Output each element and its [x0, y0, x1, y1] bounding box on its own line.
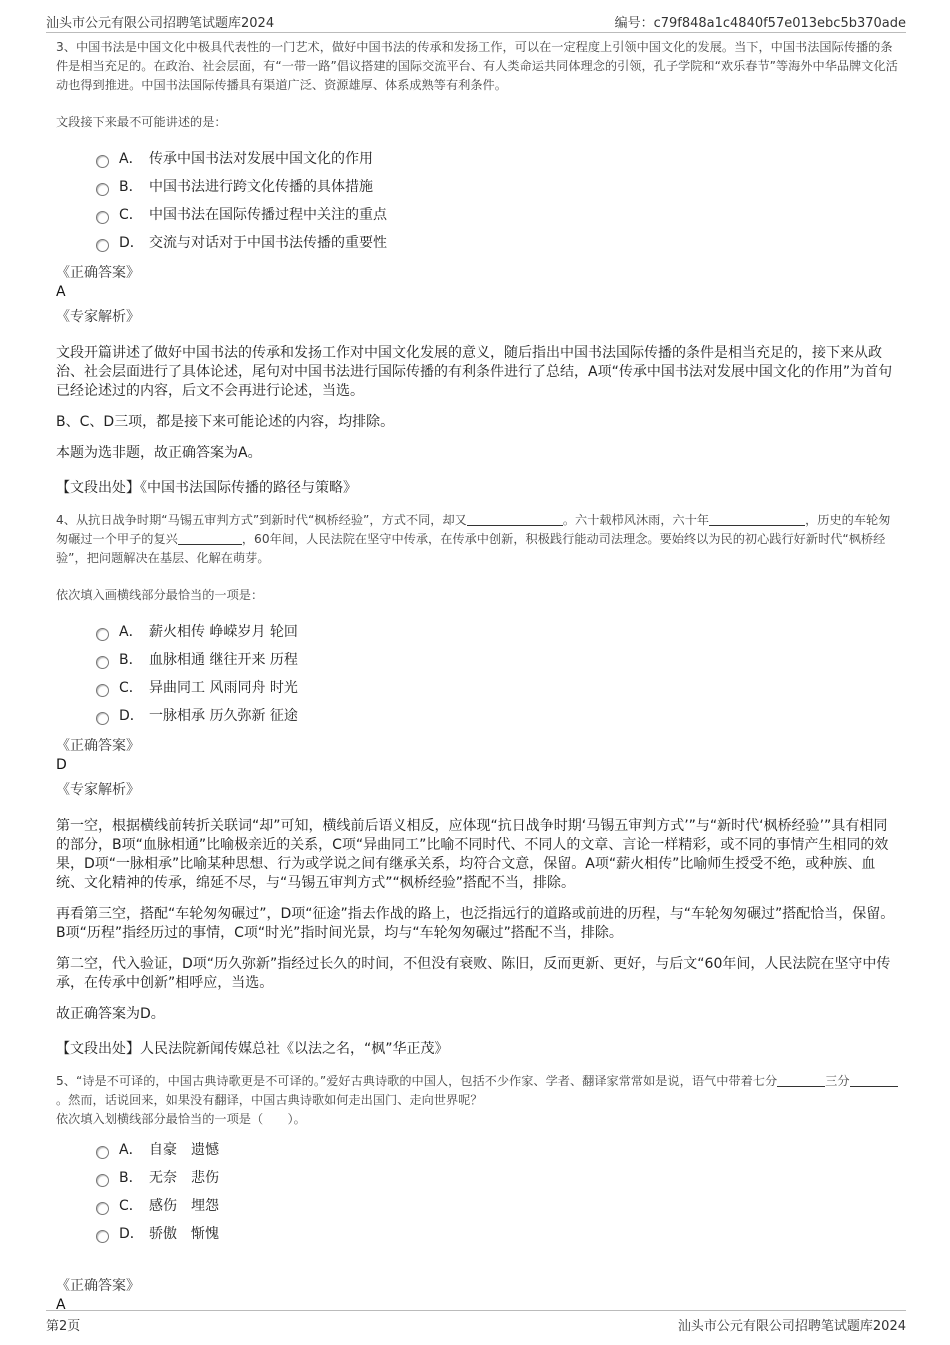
- question-5-option-b[interactable]: B． 无奈 悲伤: [96, 1163, 898, 1191]
- radio-icon[interactable]: [96, 155, 109, 168]
- question-5-options: [96, 1135, 898, 1247]
- question-3-prompt: 文段接下来最不可能讲述的是：: [56, 115, 227, 129]
- footer-title: 汕头市公元有限公司招聘笔试题库2024: [677, 1319, 906, 1334]
- radio-icon[interactable]: [96, 628, 109, 641]
- question-3-option-c[interactable]: C． 中国书法在国际传播过程中关注的重点: [96, 200, 898, 228]
- answer-label: 《正确答案》: [56, 738, 140, 754]
- radio-icon[interactable]: [96, 1146, 109, 1159]
- radio-icon[interactable]: [96, 239, 109, 252]
- question-3-text: 3、中国书法是中国文化中极具代表性的一门艺术，做好中国书法的传承和发扬工作，可以在一定程度上引领中国文化的发展。当下，中国书法国际传播的条件是相当充足的。在政治、社会层面，有“一带一路”倡议搭建的国际交流平台、有人类命运共同体理念的引领，孔子学院和“欢乐春节”等海外中华品牌文化活动也得到推进。中国书法国际传播具有渠道广泛、资源雄厚、体系成熟等有利条件。: [56, 40, 898, 92]
- header-serial-number: 编号：c79f848a1c4840f57e013ebc5b370ade: [614, 16, 906, 31]
- question-4-option-b[interactable]: B． 血脉相通 继往开来 历程: [96, 645, 898, 673]
- question-5-answer: A: [56, 1297, 66, 1313]
- question-3-option-a[interactable]: A． 传承中国书法对发展中国文化的作用: [96, 144, 898, 172]
- question-3-option-d[interactable]: D． 交流与对话对于中国书法传播的重要性: [96, 228, 898, 256]
- radio-icon[interactable]: [96, 1174, 109, 1187]
- question-4-text: 4、从抗日战争时期“马锡五审判方式”到新时代“枫桥经验”，方式不同，却又 。六十载栉风沐雨，六十年 ，历史的车轮匆匆碾过一个甲子的复兴 ，60年间，人民法院在坚守中传承，在传承中创新，积极践行能动司法理念。要始终以为民的初心践行好新时代“枫桥经验”，把问题解决在基层、化解在萌芽。: [56, 513, 891, 565]
- question-5-option-c[interactable]: C． 感伤 埋怨: [96, 1191, 898, 1219]
- page-number: 第2页: [46, 1319, 81, 1334]
- question-4: [56, 511, 898, 1058]
- fill-blank: [467, 511, 563, 526]
- radio-icon[interactable]: [96, 684, 109, 697]
- question-3: [56, 38, 898, 497]
- question-5-prompt: 依次填入划横线部分最恰当的一项是（ ）。: [56, 1112, 306, 1126]
- question-3-options: [96, 144, 898, 256]
- question-4-analysis-2: 再看第三空，搭配“车轮匆匆碾过”，D项“征途”指去作战的路上，也泛指远行的道路或前进的历程，与“车轮匆匆碾过”搭配恰当，保留。B项“历程”指经历过的事情，C项“时光”指时间光景，均与“车轮匆匆碾过”搭配不当，排除。: [56, 906, 895, 941]
- answer-label: 《正确答案》: [56, 265, 140, 281]
- question-4-option-c[interactable]: C． 异曲同工 风雨同舟 时光: [96, 673, 898, 701]
- fill-blank: [777, 1072, 825, 1087]
- fill-blank: [178, 530, 242, 545]
- radio-icon[interactable]: [96, 183, 109, 196]
- question-3-analysis-1: 文段开篇讲述了做好中国书法的传承和发扬工作对中国文化发展的意义，随后指出中国书法国际传播的条件是相当充足的，接下来从政治、社会层面进行了具体论述，尾句对中国书法进行国际传播的有利条件进行了总结，A项“传承中国书法对发展中国文化的作用”为首句已经论述过的内容，后文不会再进行论述，当选。: [56, 345, 893, 399]
- question-4-prompt: 依次填入画横线部分最恰当的一项是：: [56, 588, 264, 602]
- question-3-analysis-2: B、C、D三项，都是接下来可能论述的内容，均排除。: [56, 414, 395, 430]
- question-3-answer: A: [56, 284, 66, 300]
- question-4-answer: D: [56, 757, 67, 773]
- question-4-option-d[interactable]: D． 一脉相承 历久弥新 征途: [96, 701, 898, 729]
- question-4-source: 【文段出处】人民法院新闻传媒总社《以法之名，“枫”华正茂》: [56, 1041, 449, 1057]
- page-footer: [46, 1310, 906, 1335]
- analysis-label: 《专家解析》: [56, 309, 140, 325]
- radio-icon[interactable]: [96, 656, 109, 669]
- page-content: [56, 38, 898, 1313]
- question-3-analysis-3: 本题为选非题，故正确答案为A。: [56, 445, 262, 461]
- question-3-source: 【文段出处】《中国书法国际传播的路径与策略》: [56, 480, 357, 496]
- question-5-option-d[interactable]: D． 骄傲 惭愧: [96, 1219, 898, 1247]
- question-4-analysis-1: 第一空，根据横线前转折关联词“却”可知，横线前后语义相反，应体现“抗日战争时期‘马锡五审判方式’”与“新时代‘枫桥经验’”具有相同的部分，B项“血脉相通”比喻极亲近的关系，C项“异曲同工”比喻不同时代、不同人的文章、言论一样精彩，或不同的事情产生相同的效果，D项“一脉相承”比喻某种思想、行为或学说之间有继承关系，均符合文意，保留。A项“薪火相传”比喻师生授受不绝，或种族、血统、文化精神的传承，绵延不尽，与“马锡五审判方式”“枫桥经验”搭配不当，排除。: [56, 818, 889, 891]
- question-5: [56, 1072, 898, 1313]
- question-5-text: 5、“诗是不可译的，中国古典诗歌更是不可译的。”爱好古典诗歌的中国人，包括不少作家、学者、翻译家常常如是说，语气中带着七分 三分。然而，话说回来，如果没有翻译，中国古典诗歌如何走出国门、走向世界呢？: [56, 1072, 898, 1110]
- radio-icon[interactable]: [96, 712, 109, 725]
- answer-label: 《正确答案》: [56, 1278, 140, 1294]
- question-4-option-a[interactable]: A． 薪火相传 峥嵘岁月 轮回: [96, 617, 898, 645]
- analysis-label: 《专家解析》: [56, 782, 140, 798]
- fill-blank: [850, 1072, 898, 1087]
- question-3-option-b[interactable]: B． 中国书法进行跨文化传播的具体措施: [96, 172, 898, 200]
- radio-icon[interactable]: [96, 211, 109, 224]
- question-4-analysis-4: 故正确答案为D。: [56, 1006, 165, 1022]
- fill-blank: [709, 511, 805, 526]
- question-4-analysis-3: 第二空，代入验证，D项“历久弥新”指经过长久的时间，不但没有衰败、陈旧，反而更新、更好，与后文“60年间，人民法院在坚守中传承，在传承中创新”相呼应，当选。: [56, 956, 891, 991]
- question-5-option-a[interactable]: A． 自豪 遗憾: [96, 1135, 898, 1163]
- radio-icon[interactable]: [96, 1202, 109, 1215]
- page-header: [46, 10, 906, 33]
- header-title: 汕头市公元有限公司招聘笔试题库2024: [46, 16, 275, 31]
- question-4-options: [96, 617, 898, 729]
- radio-icon[interactable]: [96, 1230, 109, 1243]
